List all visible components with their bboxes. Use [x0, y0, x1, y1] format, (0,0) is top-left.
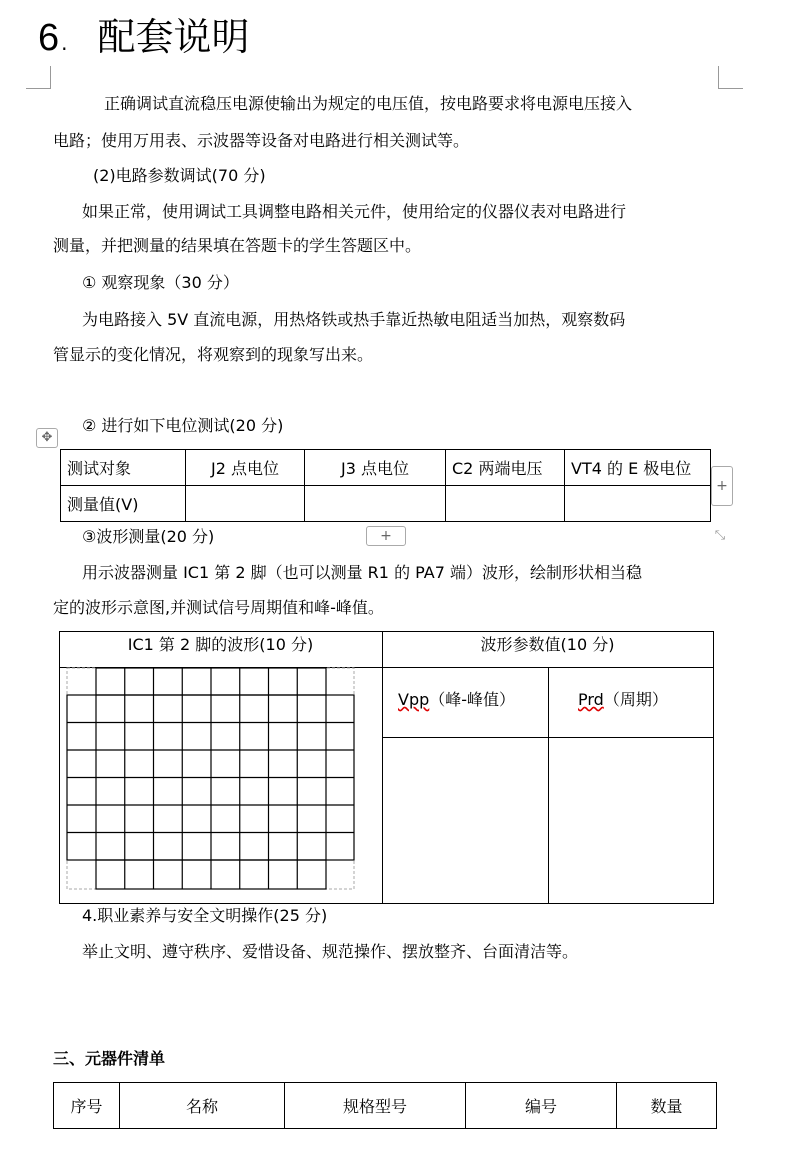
table-header-cell: 编号	[466, 1083, 617, 1129]
margin-corner-right	[718, 66, 743, 89]
table-header-cell: C2 两端电压	[446, 450, 565, 486]
grid-vertical-lines	[125, 668, 298, 889]
table-header-cell: 规格型号	[285, 1083, 466, 1129]
table-row	[61, 486, 711, 522]
section-2-title: (2)电路参数调试(70 分)	[93, 166, 266, 185]
vpp-prefix: Vpp	[398, 690, 430, 709]
paragraph-3-line-1: 为电路接入 5V 直流电源，用热烙铁或热手靠近热敏电阻适当加热，观察数码	[82, 310, 626, 329]
param-column-divider	[548, 667, 549, 903]
table-resize-icon[interactable]: ⤡	[714, 528, 726, 543]
table-row	[61, 450, 711, 486]
margin-corner-left	[26, 66, 51, 89]
prd-text: （周期）	[603, 690, 668, 709]
table-header-cell: J3 点电位	[305, 450, 446, 486]
table-header-cell: J2 点电位	[186, 450, 305, 486]
paragraph-4-line-2: 定的波形示意图,并测试信号周期值和峰-峰值。	[53, 598, 384, 617]
table-header-cell: 数量	[617, 1083, 717, 1129]
prd-value-cell[interactable]	[550, 739, 711, 902]
prd-label	[578, 690, 668, 710]
value-cell-j2[interactable]	[186, 486, 305, 522]
component-list-table	[53, 1082, 717, 1129]
paragraph-1-line-2: 电路；使用万用表、示波器等设备对电路进行相关测试等。	[53, 131, 470, 150]
vpp-value-cell[interactable]	[384, 739, 547, 902]
waveform-table-divider	[382, 631, 383, 903]
prd-prefix: Prd	[578, 690, 604, 709]
paragraph-2-line-2: 测量，并把测量的结果填在答题卡的学生答题区中。	[53, 236, 422, 255]
heading-number: 6	[38, 17, 60, 59]
paragraph-2-line-1: 如果正常，使用调试工具调整电路相关元件，使用给定的仪器仪表对电路进行	[82, 202, 627, 221]
component-list-title: 三、元器件清单	[53, 1049, 166, 1068]
section-heading	[38, 14, 250, 66]
waveform-header: IC1 第 2 脚的波形(10 分)	[127, 635, 314, 654]
waveform-grid[interactable]	[66, 667, 356, 891]
paragraph-5: 举止文明、遵守秩序、爱惜设备、规范操作、摆放整齐、台面清洁等。	[82, 942, 579, 961]
potential-test-table	[60, 449, 711, 522]
add-row-button[interactable]: +	[366, 526, 406, 546]
parameter-header: 波形参数值(10 分)	[480, 635, 615, 654]
paragraph-4-line-1: 用示波器测量 IC1 第 2 脚（也可以测量 R1 的 PA7 端）波形，绘制形状相当稳	[82, 563, 642, 582]
table-move-icon[interactable]: ✥	[36, 428, 58, 448]
value-cell-vt4[interactable]	[565, 486, 711, 522]
paragraph-3-line-2: 管显示的变化情况，将观察到的现象写出来。	[53, 345, 374, 364]
vpp-text: （峰-峰值）	[429, 690, 516, 709]
heading-dot: .	[61, 31, 68, 55]
heading-title: 配套说明	[97, 15, 250, 59]
item-3-title: ③波形测量(20 分)	[82, 527, 215, 546]
add-column-button[interactable]: +	[711, 466, 733, 506]
paragraph-1-line-1: 正确调试直流稳压电源使输出为规定的电压值，按电路要求将电源电压接入	[104, 94, 633, 113]
table-header-cell: 序号	[54, 1083, 120, 1129]
table-header-cell: VT4 的 E 极电位	[565, 450, 711, 486]
row-label-cell: 测量值(V)	[61, 486, 186, 522]
table-header-cell: 测试对象	[61, 450, 186, 486]
section-4-title: 4.职业素养与安全文明操作(25 分)	[82, 906, 328, 925]
value-cell-j3[interactable]	[305, 486, 446, 522]
item-1-title: ① 观察现象（30 分）	[82, 273, 239, 292]
value-cell-c2[interactable]	[446, 486, 565, 522]
table-row	[54, 1083, 717, 1129]
table-header-cell: 名称	[120, 1083, 285, 1129]
vpp-label	[398, 690, 515, 710]
item-2-title: ② 进行如下电位测试(20 分)	[82, 416, 284, 435]
